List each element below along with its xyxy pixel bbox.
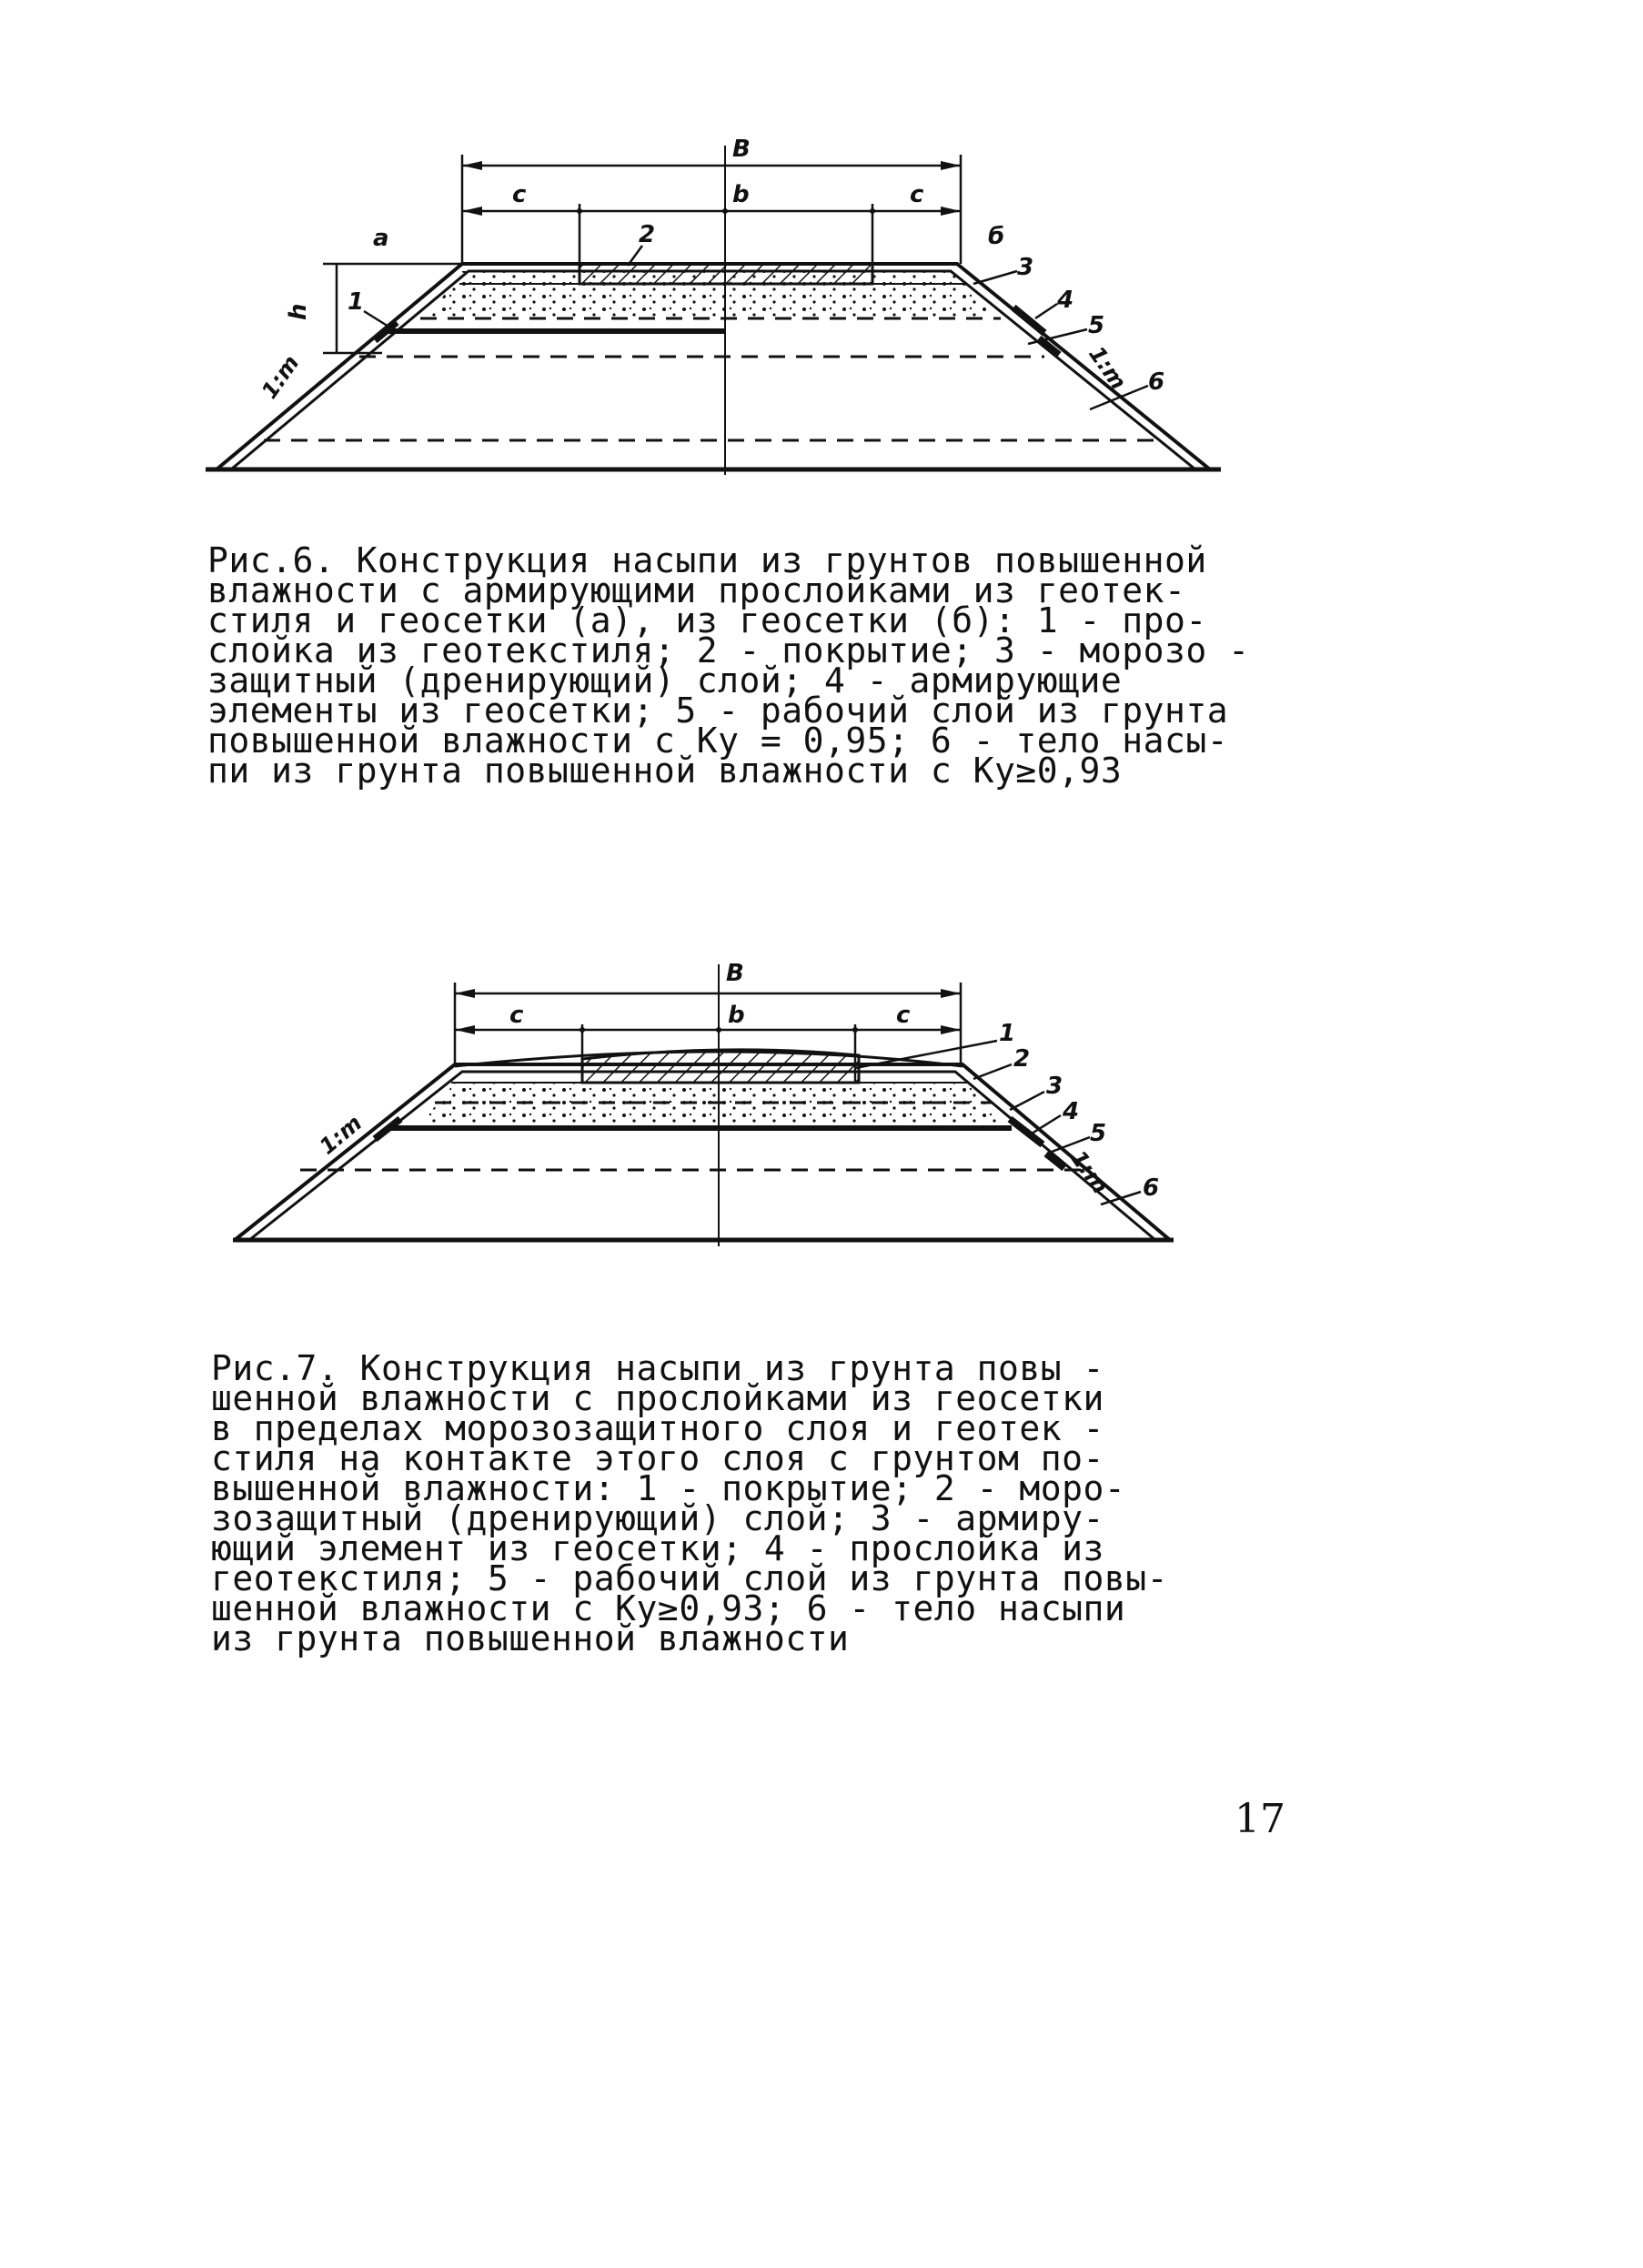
label-6: 6: [1148, 368, 1165, 396]
caption-line: ющий элемент из геосетки; 4 - прослойка из: [211, 1528, 1104, 1568]
label-3: 3: [1017, 254, 1034, 281]
label-B: B: [732, 136, 751, 163]
caption-line: из грунта повышенной влажности: [211, 1618, 850, 1658]
caption-line: шенной влажности с прослойками из геосетки: [211, 1378, 1104, 1418]
label-6-7: 6: [1143, 1174, 1160, 1202]
label-slope-right: 1:m: [1084, 341, 1132, 395]
caption-line: вышенной влажности: 1 - покрытие; 2 - моро-: [211, 1468, 1126, 1508]
label-5-7: 5: [1090, 1120, 1107, 1147]
caption-line: защитный (дренирующий) слой; 4 - армирующие: [207, 660, 1123, 701]
geogrid-lines: [264, 318, 1164, 440]
caption-line: стиля и геосетки (а), из геосетки (б): 1 - про-: [207, 600, 1207, 640]
caption-line: повышенной влажности с Kу = 0,95; 6 - тело насы-: [207, 721, 1229, 761]
dimension-lines: [323, 155, 961, 353]
caption-line: геотекстиля; 5 - рабочий слой из грунта повы-: [211, 1558, 1169, 1598]
frost-protective-layer-7: [417, 1083, 1008, 1128]
figure-7-caption: [211, 1348, 1285, 1658]
caption-line: Рис.7. Конструкция насыпи из грунта повы -: [211, 1348, 1104, 1388]
label-c-left-7: c: [509, 1002, 524, 1029]
label-4: 4: [1057, 287, 1074, 314]
figure-7-diagram: [0, 946, 1643, 1274]
label-b: b: [732, 181, 750, 208]
caption-line: слойка из геотекстиля; 2 - покрытие; 3 - морозо -: [207, 630, 1250, 670]
label-slope-left-7: 1:m: [314, 1110, 368, 1160]
figure-6-caption: [207, 540, 1281, 791]
caption-line: пи из грунта повышенной влажности с Kу≥0,93: [207, 751, 1123, 791]
label-1-7: 1: [999, 1020, 1016, 1047]
caption-line: элементы из геосетки; 5 - рабочий слой из грунта: [207, 690, 1229, 731]
label-c-right: c: [910, 181, 924, 208]
page-number: 17: [1235, 1796, 1285, 1842]
caption-line: зозащитный (дренирующий) слой; 3 - армиру-: [211, 1498, 1104, 1538]
label-5: 5: [1088, 312, 1105, 339]
label-4-7: 4: [1063, 1098, 1080, 1125]
caption-line: в пределах морозозащитного слоя и геотек -: [211, 1408, 1104, 1448]
label-c-right-7: c: [896, 1002, 911, 1029]
frost-protective-layer: [428, 271, 993, 317]
label-2: 2: [639, 221, 656, 248]
pavement-layer-7: [582, 1050, 859, 1083]
label-3-7: 3: [1046, 1073, 1063, 1100]
caption-line: стиля на контакте этого слоя с грунтом по-: [211, 1438, 1104, 1478]
label-h: h: [285, 303, 312, 320]
caption-line: Рис.6. Конструкция насыпи из грунтов повышенной: [207, 540, 1207, 580]
label-b-7: b: [728, 1002, 745, 1029]
label-slope-right-7: 1:m: [1065, 1145, 1114, 1199]
label-slope-left: 1:m: [256, 350, 305, 404]
label-c-left: c: [512, 181, 527, 208]
caption-line: шенной влажности с Kу≥0,93; 6 - тело насыпи: [211, 1588, 1126, 1628]
label-1: 1: [348, 288, 365, 316]
label-a: a: [373, 225, 389, 252]
figure-6-svg: [0, 0, 1643, 509]
figure-6-diagram: [0, 0, 1643, 509]
label-B-7: B: [726, 960, 744, 987]
caption-line: влажности с армирующими прослойками из геотек-: [207, 570, 1186, 610]
figure-7-svg: [0, 946, 1643, 1274]
label-2-7: 2: [1013, 1045, 1031, 1073]
label-b-right: б: [988, 223, 1005, 250]
